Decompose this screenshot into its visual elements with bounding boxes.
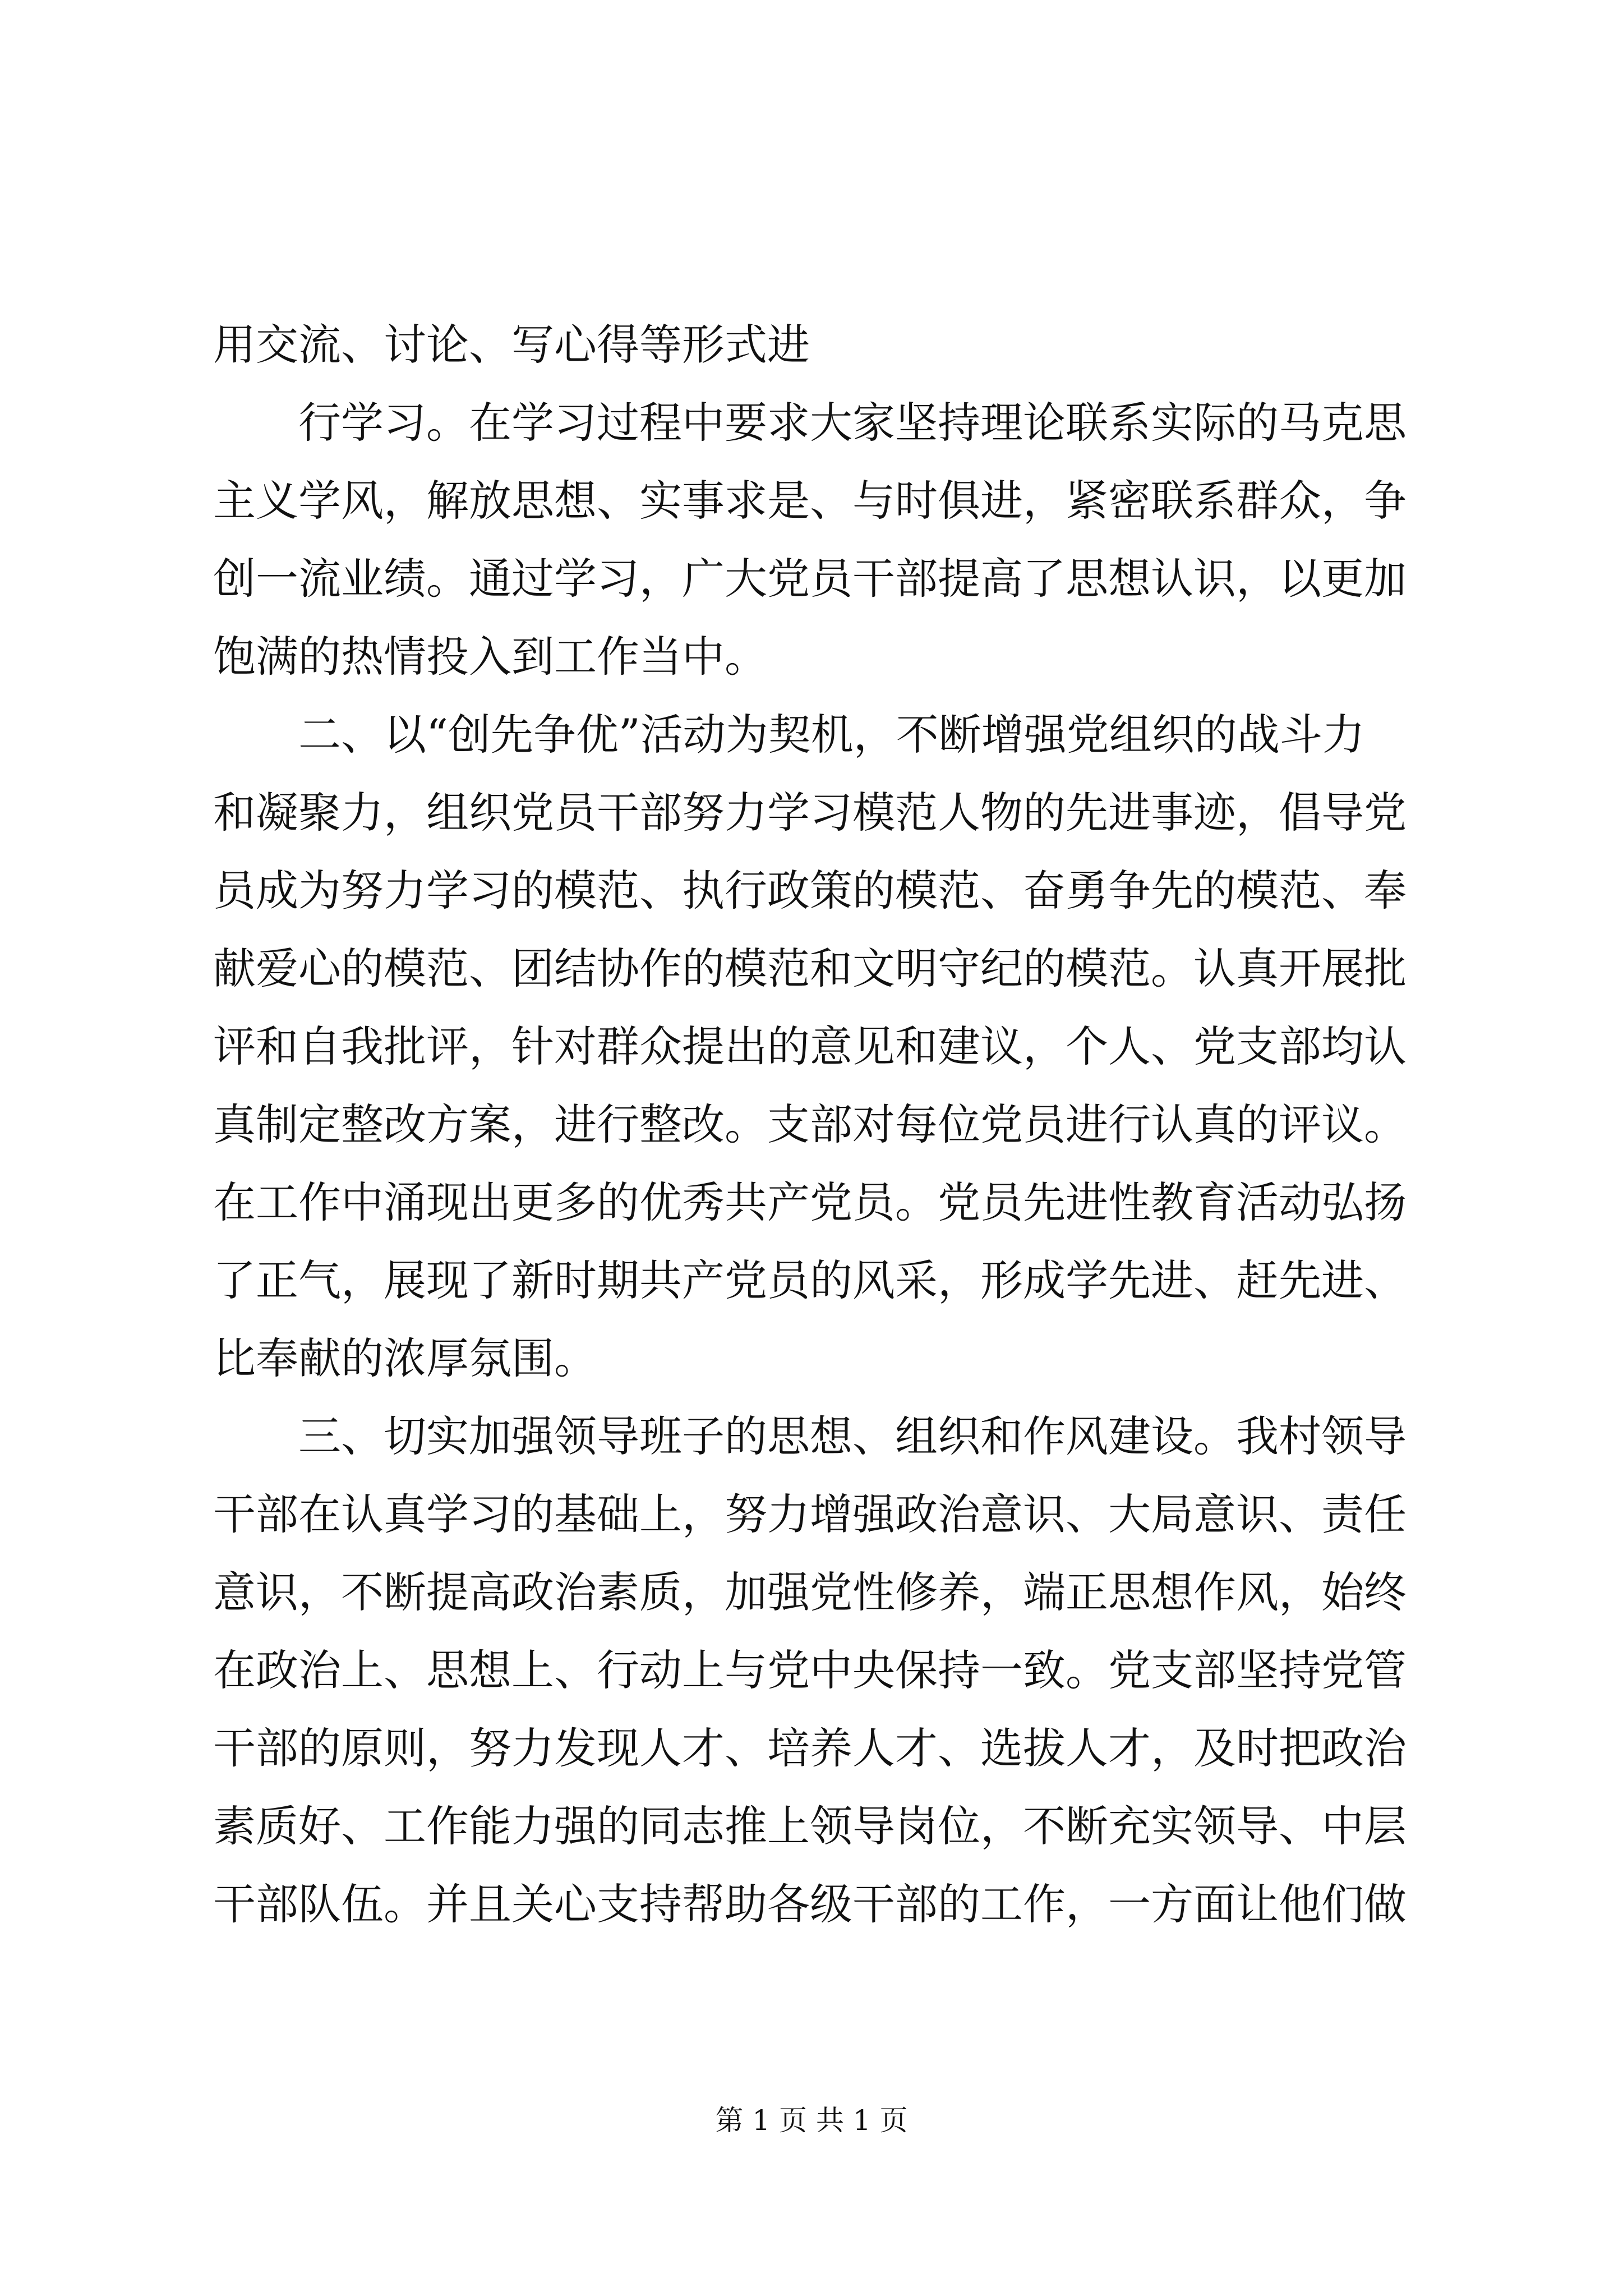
text-line: 主义学风，解放思想、实事求是、与时俱进，紧密联系群众，争 (213, 476, 1407, 526)
text-line: 行学习。在学习过程中要求大家坚持理论联系实际的马克思 (298, 398, 1407, 448)
text-line: 员成为努力学习的模范、执行政策的模范、奋勇争先的模范、奉 (213, 866, 1407, 915)
text-line: 创一流业绩。通过学习，广大党员干部提高了思想认识，以更加 (213, 554, 1407, 604)
text-line: 评和自我批评，针对群众提出的意见和建议，个人、党支部均认 (213, 1022, 1407, 1071)
page-number-footer: 第 1 页 共 1 页 (715, 2104, 908, 2137)
text-line: 和凝聚力，组织党员干部努力学习模范人物的先进事迹，倡导党 (213, 788, 1407, 838)
document-body (213, 306, 1413, 1943)
text-line: 干部的原则，努力发现人才、培养人才、选拔人才，及时把政治 (213, 1723, 1407, 1773)
text-line: 素质好、工作能力强的同志推上领导岗位，不断充实领导、中层 (213, 1801, 1407, 1851)
text-line: 比奉献的浓厚氛围。 (213, 1333, 597, 1383)
text-line: 献爱心的模范、团结协作的模范和文明守纪的模范。认真开展批 (213, 944, 1407, 993)
text-line: 三、切实加强领导班子的思想、组织和作风建设。我村领导 (298, 1411, 1407, 1461)
text-line: 干部在认真学习的基础上，努力增强政治意识、大局意识、责任 (213, 1489, 1407, 1539)
text-line: 了正气，展现了新时期共产党员的风采，形成学先进、赶先进、 (213, 1255, 1407, 1305)
text-line: 二、以“创先争优”活动为契机，不断增强党组织的战斗力 (298, 710, 1365, 760)
text-line: 用交流、讨论、写心得等形式进 (213, 320, 810, 370)
text-line: 意识，不断提高政治素质，加强党性修养，端正思想作风，始终 (213, 1567, 1407, 1617)
text-line: 在工作中涌现出更多的优秀共产党员。党员先进性教育活动弘扬 (213, 1177, 1407, 1227)
text-line: 饱满的热情投入到工作当中。 (213, 632, 767, 682)
text-line: 干部队伍。并且关心支持帮助各级干部的工作，一方面让他们做 (213, 1879, 1407, 1929)
text-line: 在政治上、思想上、行动上与党中央保持一致。党支部坚持党管 (213, 1645, 1407, 1695)
text-line: 真制定整改方案，进行整改。支部对每位党员进行认真的评议。 (213, 1099, 1407, 1149)
